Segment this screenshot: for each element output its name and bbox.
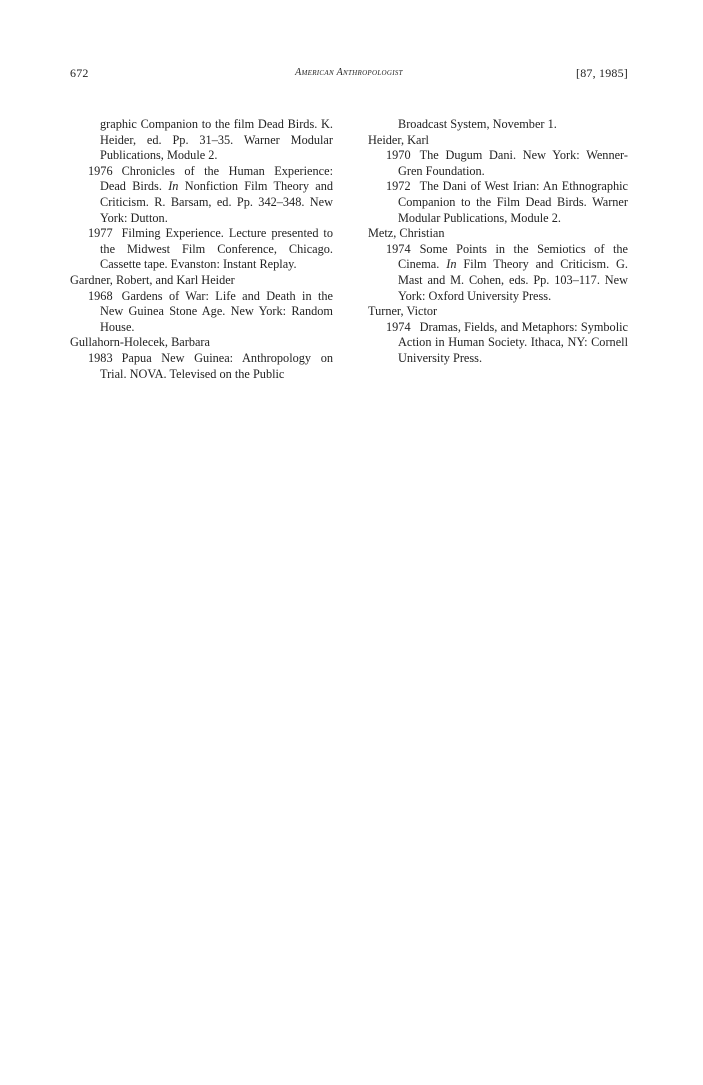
reference-author: Gullahorn-Holecek, Barbara bbox=[70, 335, 210, 350]
reference-text: Film Theory and Criticism. G. Mast and M. Cohen, eds. Pp. 103–117. New York: Oxford University Press. bbox=[398, 257, 628, 303]
reference-text: Dramas, Fields, and Metaphors: Symbolic Action in Human Society. Ithaca, NY: Cornell University Press. bbox=[398, 319, 628, 365]
reference-text: Some Points in the Semiotics of the Cinema. bbox=[398, 241, 628, 272]
reference-italic: In bbox=[446, 257, 457, 272]
reference-italic: In bbox=[168, 179, 179, 194]
reference-year: 1974 bbox=[386, 319, 411, 334]
reference-entry bbox=[70, 289, 333, 336]
reference-entry bbox=[368, 179, 628, 226]
page-number: 672 bbox=[70, 66, 89, 80]
reference-text: Chronicles of the Human Experience: Dead Birds. bbox=[100, 163, 333, 194]
reference-year: 1977 bbox=[88, 226, 113, 241]
reference-author: Gardner, Robert, and Karl Heider bbox=[70, 272, 235, 287]
reference-author: Heider, Karl bbox=[368, 132, 429, 147]
reference-year: 1976 bbox=[88, 163, 113, 178]
volume-year: [87, 1985] bbox=[576, 66, 628, 80]
reference-author: Metz, Christian bbox=[368, 226, 445, 241]
reference-entry bbox=[368, 148, 628, 179]
references-left-column bbox=[70, 117, 333, 382]
reference-year: 1974 bbox=[386, 241, 411, 256]
reference-entry bbox=[368, 242, 628, 304]
running-header bbox=[70, 66, 628, 84]
reference-text: Gardens of War: Life and Death in the New Guinea Stone Age. New York: Random House. bbox=[100, 288, 333, 334]
reference-continuation: Broadcast System, November 1. bbox=[398, 117, 557, 131]
reference-text: Nonfiction Film Theory and Criticism. R. Barsam, ed. Pp. 342–348. New York: Dutton. bbox=[100, 179, 334, 225]
reference-author: Turner, Victor bbox=[368, 304, 438, 319]
reference-text: The Dugum Dani. New York: Wenner-Gren Foundation. bbox=[398, 148, 628, 178]
reference-text: Filming Experience. Lecture presented to the Midwest Film Conference, Chicago. Cassette tape. Evanston: Instant Replay. bbox=[100, 226, 333, 272]
reference-year: 1968 bbox=[88, 288, 113, 303]
reference-continuation: graphic Companion to the film Dead Birds. K. Heider, ed. Pp. 31–35. Warner Modular Publications, Module 2. bbox=[100, 117, 333, 163]
reference-year: 1983 bbox=[88, 350, 113, 365]
reference-entry bbox=[70, 164, 333, 226]
reference-year: 1972 bbox=[386, 179, 411, 194]
reference-entry bbox=[70, 351, 333, 382]
references-right-column bbox=[368, 117, 628, 367]
reference-entry bbox=[70, 226, 333, 273]
reference-text: The Dani of West Irian: An Ethnographic Companion to the Film Dead Birds. Warner Modular Publications, Module 2. bbox=[398, 179, 628, 225]
reference-text: Papua New Guinea: Anthropology on Trial. NOVA. Televised on the Public bbox=[100, 350, 333, 381]
journal-title: American Anthropologist bbox=[295, 67, 403, 78]
reference-entry bbox=[368, 320, 628, 367]
reference-year: 1970 bbox=[386, 148, 411, 163]
